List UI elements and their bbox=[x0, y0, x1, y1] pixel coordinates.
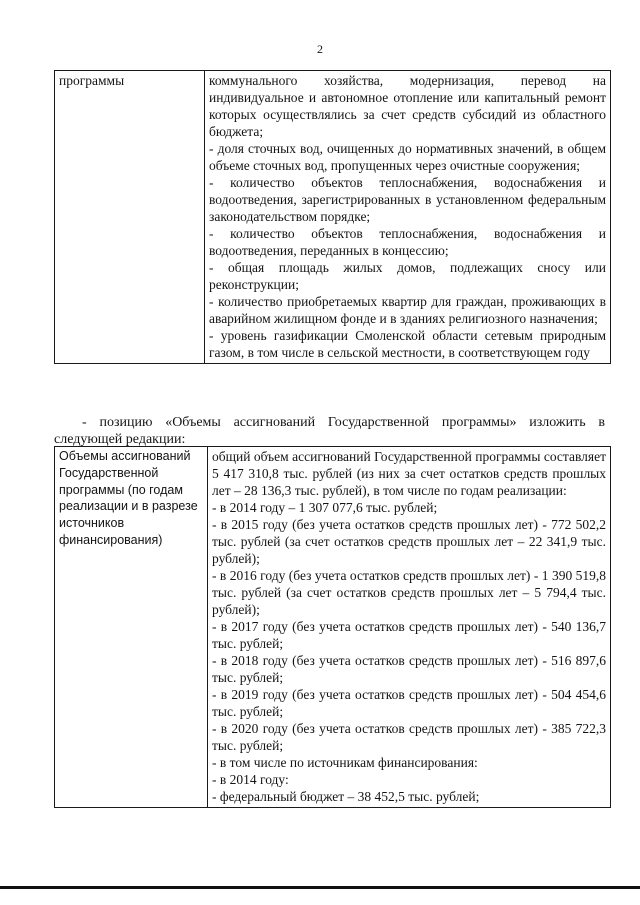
list-item: - федеральный бюджет – 38 452,5 тыс. рублей; bbox=[212, 789, 480, 804]
bottom-border-line bbox=[0, 886, 640, 889]
amendment-instruction bbox=[54, 414, 605, 448]
row-label-cell: Объемы ассигнований Государственной программы (по годам реализации и в разрезе источников финансирования) bbox=[55, 447, 208, 808]
list-item: - в 2017 году (без учета остатков средств прошлых лет) - 540 136,7 тыс. рублей; bbox=[212, 619, 606, 651]
list-item: - в том числе по источникам финансирования: bbox=[212, 755, 478, 770]
list-item: - доля сточных вод, очищенных до нормативных значений, в общем объеме сточных вод, пропущенных через очистные сооружения; bbox=[209, 141, 606, 173]
list-item: - в 2018 году (без учета остатков средств прошлых лет) - 516 897,6 тыс. рублей; bbox=[212, 653, 606, 685]
list-item: - количество приобретаемых квартир для граждан, проживающих в аварийном жилищном фонде и в зданиях религиозного назначения; bbox=[209, 294, 606, 326]
list-item: - уровень газификации Смоленской области сетевым природным газом, в том числе в сельской местности, в соответствующем году bbox=[209, 328, 606, 360]
table-row bbox=[55, 71, 611, 364]
instruction-text: - позицию «Объемы ассигнований Государственной программы» изложить в следующей редакции: bbox=[54, 415, 605, 447]
list-item: - в 2015 году (без учета остатков средств прошлых лет) - 772 502,2 тыс. рублей (за счет остатков средств прошлых лет – 22 341,9 тыс. рублей); bbox=[212, 517, 606, 566]
list-item: - количество объектов теплоснабжения, водоснабжения и водоотведения, зарегистрированных в установленном федеральным законодательством порядке; bbox=[209, 175, 606, 224]
list-item: - в 2016 году (без учета остатков средств прошлых лет) - 1 390 519,8 тыс. рублей (за счет остатков средств прошлых лет – 5 794,4 тыс. рублей); bbox=[212, 568, 606, 617]
program-indicators-table bbox=[54, 70, 611, 364]
funding-cell bbox=[208, 447, 611, 808]
list-item: коммунального хозяйства, модернизация, перевод на индивидуальное и автономное отопление или капитальный ремонт которых осуществлялись за счет средств субсидий из областного бюджета; bbox=[209, 73, 606, 139]
funding-volumes-table bbox=[54, 446, 611, 808]
row-label-cell: программы bbox=[55, 71, 205, 364]
indicators-cell bbox=[205, 71, 611, 364]
list-item: - в 2014 году: bbox=[212, 772, 289, 787]
page-number: 2 bbox=[317, 42, 323, 56]
list-item: - количество объектов теплоснабжения, водоснабжения и водоотведения, переданных в концессию; bbox=[209, 226, 606, 258]
list-item: - в 2019 году (без учета остатков средств прошлых лет) - 504 454,6 тыс. рублей; bbox=[212, 687, 606, 719]
list-item: - общая площадь жилых домов, подлежащих сносу или реконструкции; bbox=[209, 260, 606, 292]
list-item: - в 2014 году – 1 307 077,6 тыс. рублей; bbox=[212, 500, 438, 515]
list-item: общий объем ассигнований Государственной программы составляет 5 417 310,8 тыс. рублей (из них за счет остатков средств прошлых лет – 28 136,3 тыс. рублей), в том числе по годам реализации: bbox=[212, 449, 606, 498]
table-row bbox=[55, 447, 611, 808]
list-item: - в 2020 году (без учета остатков средств прошлых лет) - 385 722,3 тыс. рублей; bbox=[212, 721, 606, 753]
